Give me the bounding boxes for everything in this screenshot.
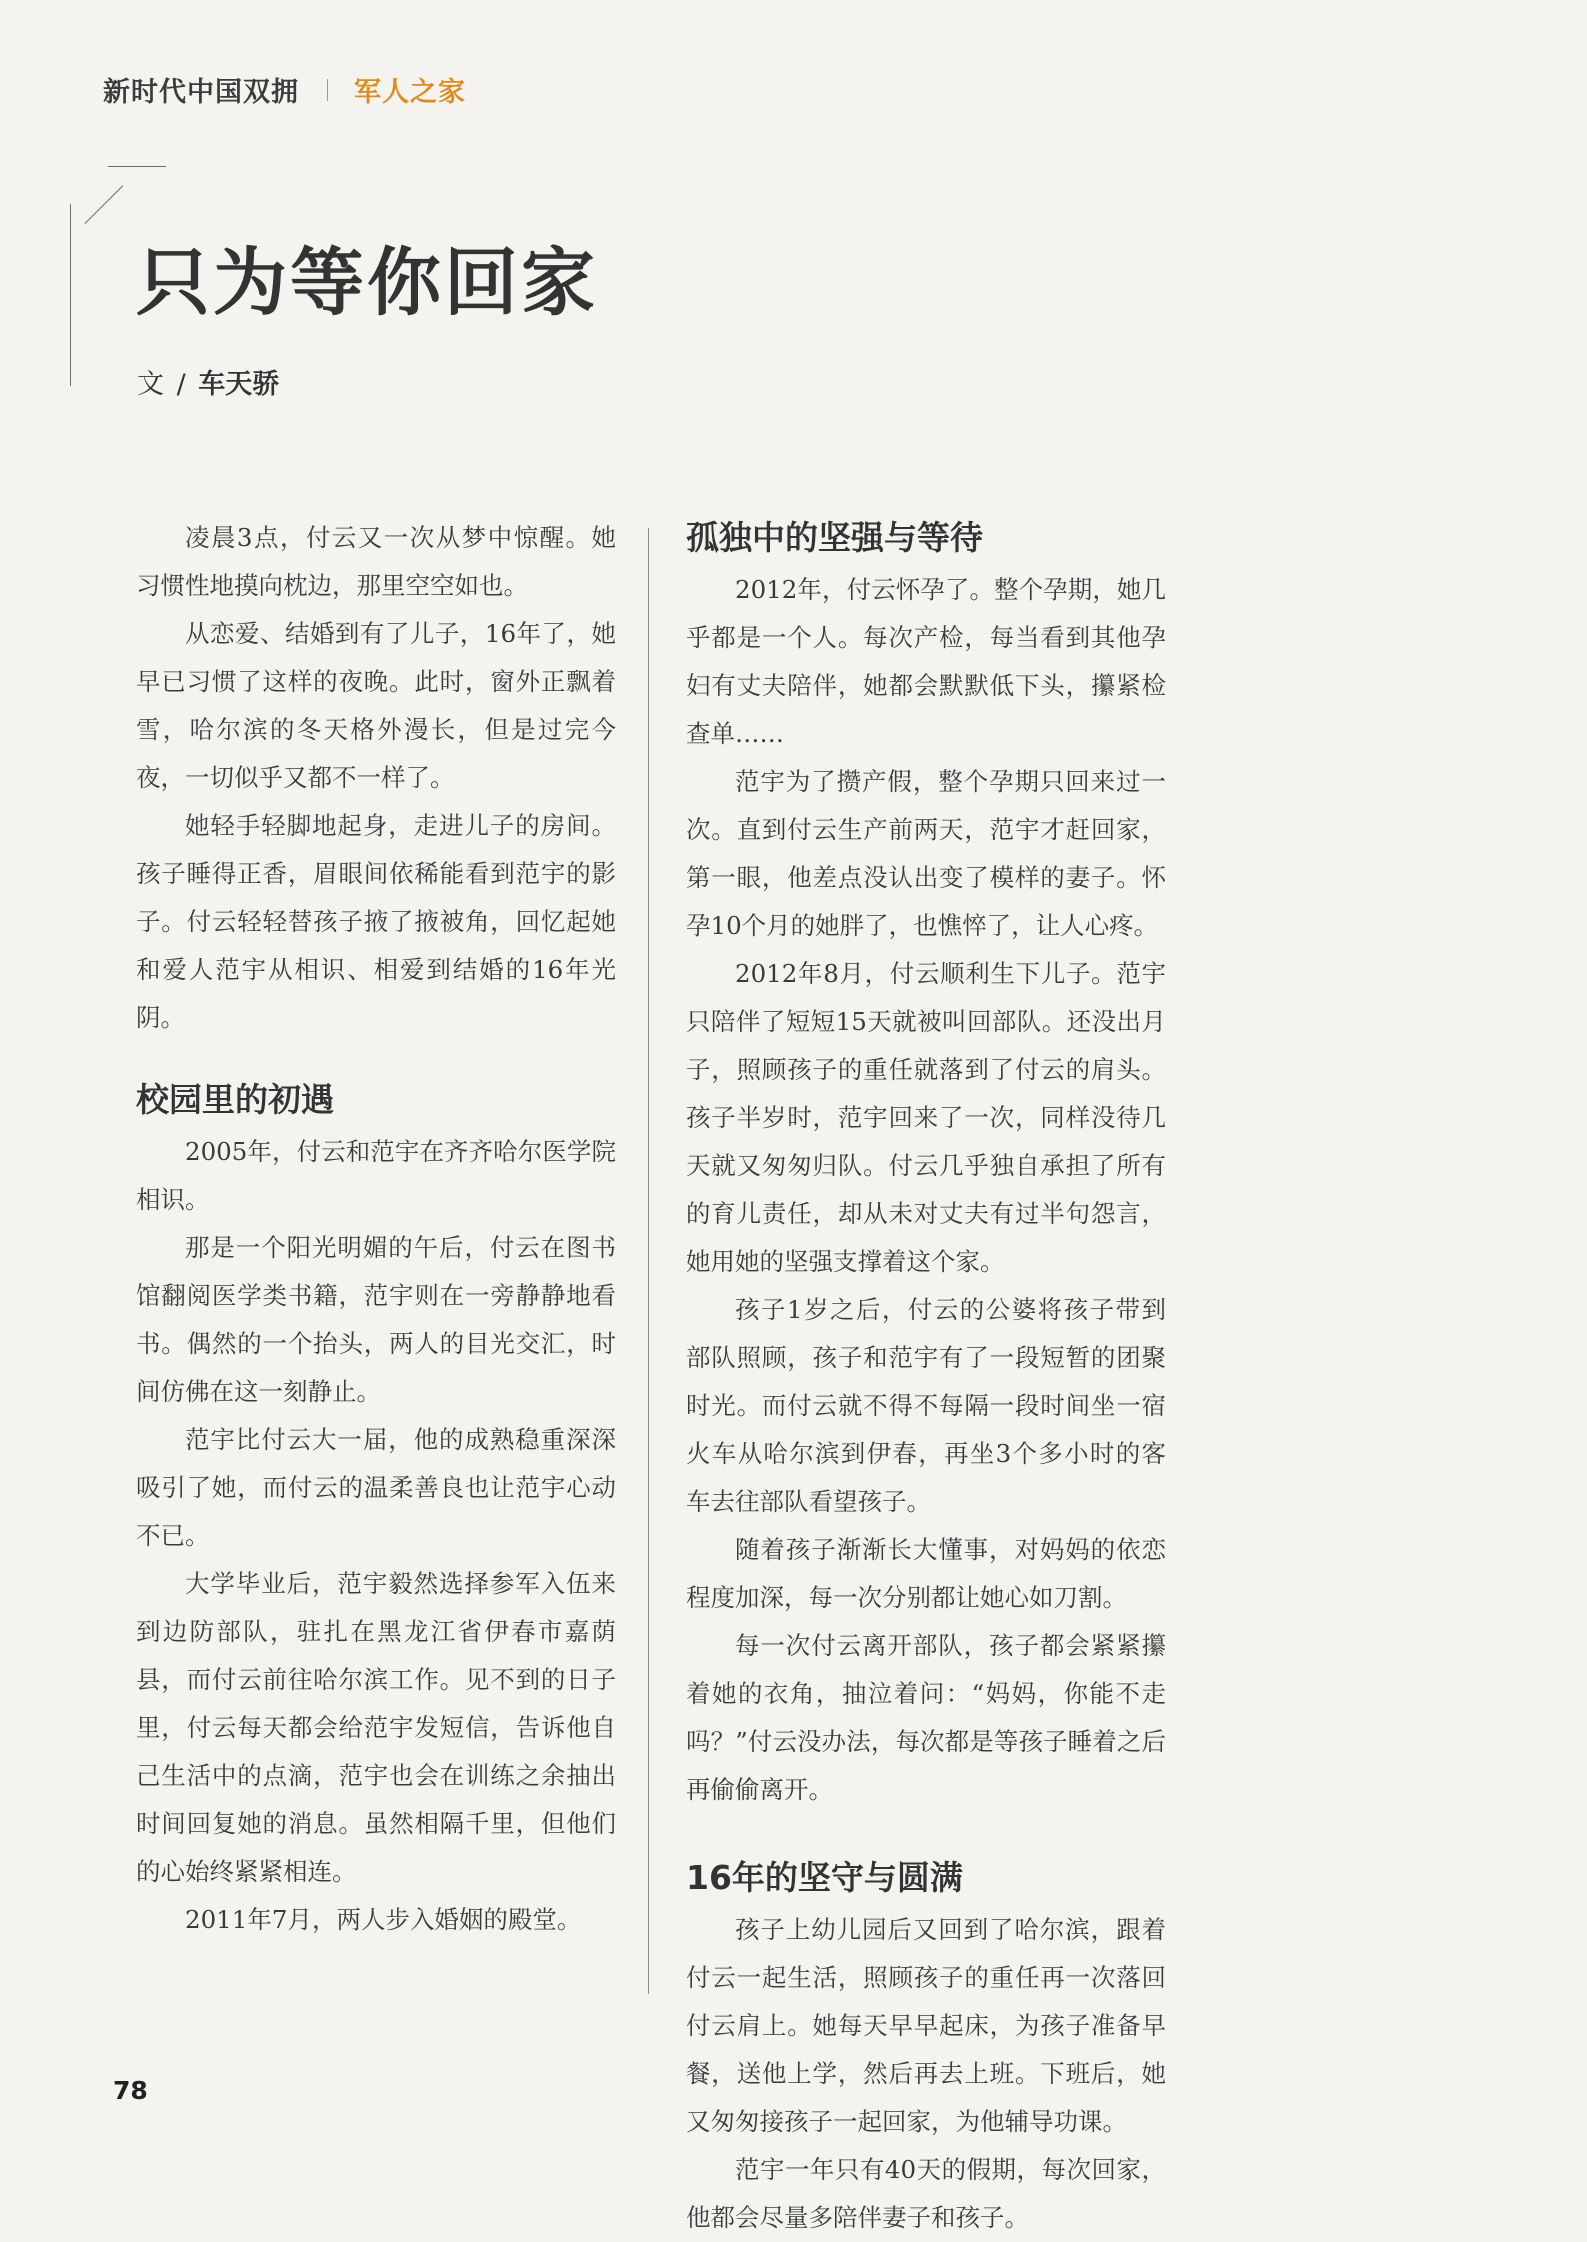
paragraph: 从恋爱、结婚到有了儿子，16年了，她早已习惯了这样的夜晚。此时，窗外正飘着雪，哈尔滨的冬天格外漫长，但是过完今夜，一切似乎又都不一样了。 (136, 619, 616, 792)
column-divider (648, 528, 649, 1994)
byline-prefix: 文 (137, 369, 164, 400)
byline (137, 362, 279, 401)
corner-ornament-side (70, 204, 71, 386)
paragraph: 大学毕业后，范宇毅然选择参军入伍来到边防部队，驻扎在黑龙江省伊春市嘉荫县，而付云前往哈尔滨工作。见不到的日子里，付云每天都会给范宇发短信，告诉他自己生活中的点滴，范宇也会在训练之余抽出时间回复她的消息。虽然相隔千里，但他们的心始终紧紧相连。 (136, 1569, 616, 1886)
paragraph: 凌晨3点，付云又一次从梦中惊醒。她习惯性地摸向枕边，那里空空如也。 (136, 523, 616, 600)
paragraph: 2012年，付云怀孕了。整个孕期，她几乎都是一个人。每次产检，每当看到其他孕妇有丈夫陪伴，她都会默默低下头，攥紧检查单…… (686, 575, 1166, 748)
paragraph: 范宇为了攒产假，整个孕期只回来过一次。直到付云生产前两天，范宇才赶回家，第一眼，他差点没认出变了模样的妻子。怀孕10个月的她胖了，也憔悴了，让人心疼。 (686, 767, 1166, 940)
author-name: 车天骄 (198, 369, 280, 400)
paragraph: 2005年，付云和范宇在齐齐哈尔医学院相识。 (136, 1137, 616, 1214)
header-separator (327, 79, 328, 101)
paragraph: 孩子1岁之后，付云的公婆将孩子带到部队照顾，孩子和范宇有了一段短暂的团聚时光。而付云就不得不每隔一段时间坐一宿火车从哈尔滨到伊春，再坐3个多小时的客车去往部队看望孩子。 (686, 1295, 1166, 1516)
article-title: 只为等你回家 (136, 240, 598, 326)
paragraph: 随着孩子渐渐长大懂事，对妈妈的依恋程度加深，每一次分别都让她心如刀割。 (686, 1535, 1166, 1612)
left-column (136, 514, 616, 1944)
section-heading: 校园里的初遇 (136, 1080, 334, 1119)
section-name: 军人之家 (354, 77, 466, 108)
magazine-name: 新时代中国双拥 (103, 77, 299, 108)
section-heading: 16年的坚守与圆满 (686, 1858, 963, 1897)
paragraph: 范宇比付云大一届，他的成熟稳重深深吸引了她，而付云的温柔善良也让范宇心动不已。 (136, 1425, 616, 1550)
paragraph: 孩子上幼儿园后又回到了哈尔滨，跟着付云一起生活，照顾孩子的重任再一次落回付云肩上。她每天早早起床，为孩子准备早餐，送他上学，然后再去上班。下班后，她又匆匆接孩子一起回家，为他辅导功课。 (686, 1915, 1166, 2136)
byline-slash: / (176, 369, 186, 400)
paragraph: 每一次付云离开部队，孩子都会紧紧攥着她的衣角，抽泣着问：“妈妈，你能不走吗？”付云没办法，每次都是等孩子睡着之后再偷偷离开。 (686, 1631, 1166, 1804)
running-header (103, 70, 466, 109)
paragraph: 范宇一年只有40天的假期，每次回家，他都会尽量多陪伴妻子和孩子。 (686, 2155, 1166, 2232)
paragraph: 那是一个阳光明媚的午后，付云在图书馆翻阅医学类书籍，范宇则在一旁静静地看书。偶然的一个抬头，两人的目光交汇，时间仿佛在这一刻静止。 (136, 1233, 616, 1406)
section-heading: 孤独中的坚强与等待 (686, 518, 983, 557)
paragraph: 她轻手轻脚地起身，走进儿子的房间。孩子睡得正香，眉眼间依稀能看到范宇的影子。付云轻轻替孩子掖了掖被角，回忆起她和爱人范宇从相识、相爱到结婚的16年光阴。 (136, 811, 616, 1032)
paragraph: 2012年8月，付云顺利生下儿子。范宇只陪伴了短短15天就被叫回部队。还没出月子，照顾孩子的重任就落到了付云的肩头。孩子半岁时，范宇回来了一次，同样没待几天就又匆匆归队。付云几乎独自承担了所有的育儿责任，却从未对丈夫有过半句怨言，她用她的坚强支撑着这个家。 (686, 959, 1166, 1276)
paragraph: 2011年7月，两人步入婚姻的殿堂。 (185, 1905, 582, 1934)
corner-ornament-top (108, 166, 166, 167)
page-number: 78 (113, 2076, 148, 2105)
corner-ornament-diagonal (84, 185, 123, 224)
right-column (686, 510, 1166, 2242)
